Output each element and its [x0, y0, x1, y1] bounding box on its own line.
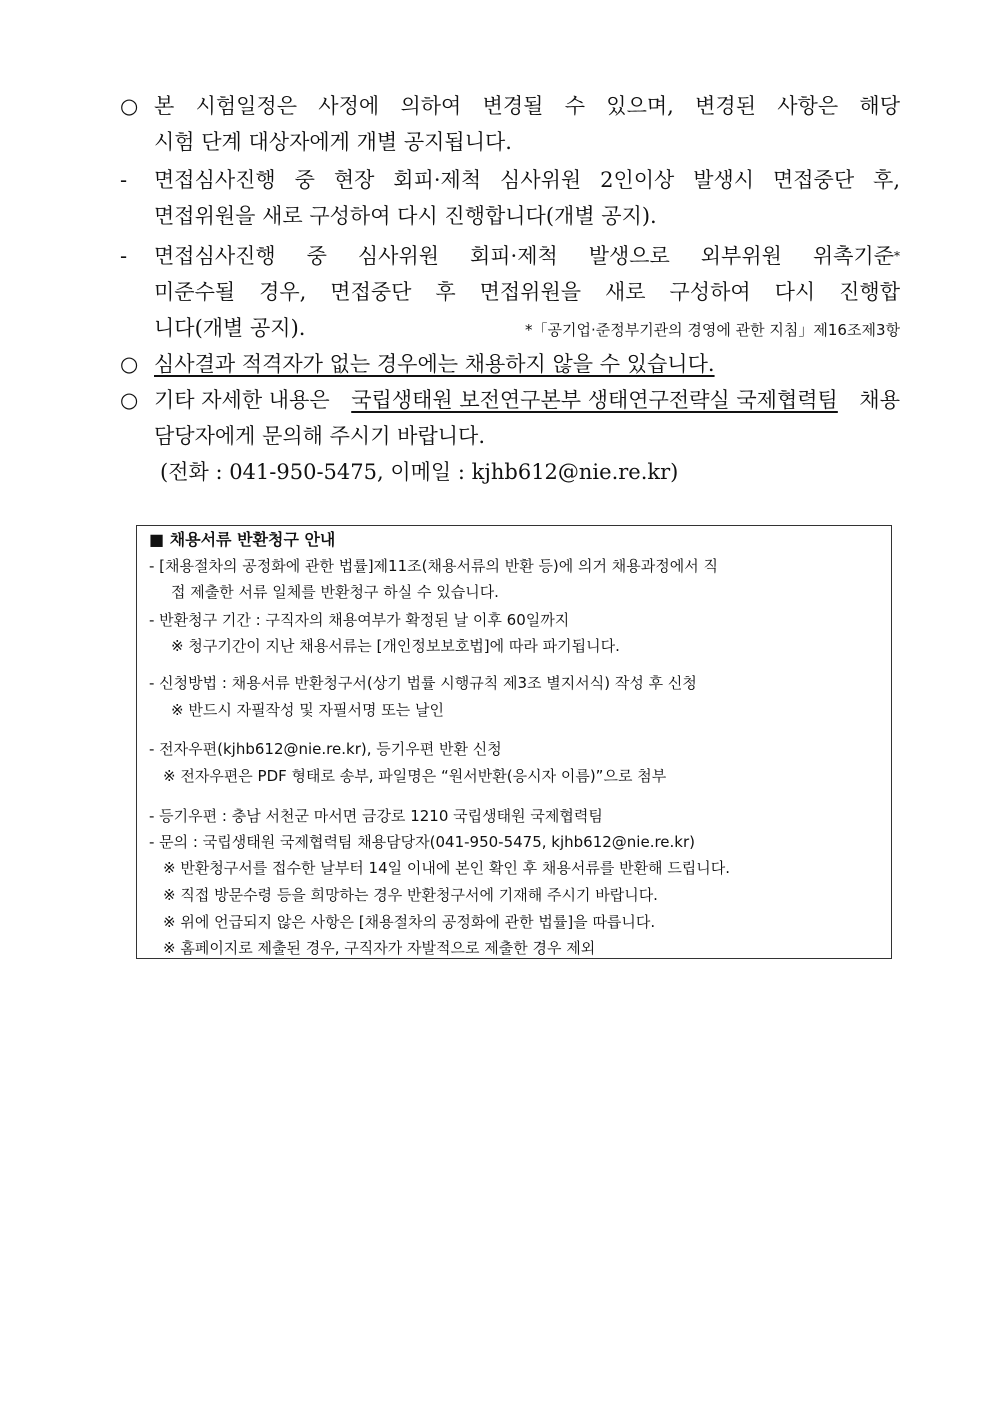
notice-line: 담당자에게 문의해 주시기 바랍니다.	[154, 424, 485, 448]
box-line: ※ 직접 방문수령 등을 희망하는 경우 반환청구서에 기재해 주시기 바랍니다.	[163, 886, 658, 904]
box-line: 접 제출한 서류 일체를 반환청구 하실 수 있습니다.	[171, 583, 499, 601]
box-line: - [채용절차의 공정화에 관한 법률]제11조(채용서류의 반환 등)에 의거 채용과정에서 직	[149, 557, 718, 575]
circle-bullet: ○	[120, 388, 139, 412]
box-line: - 전자우편(kjhb612@nie.re.kr), 등기우편 반환 신청	[149, 740, 502, 758]
notice-schedule-change	[120, 88, 900, 160]
notice-contact	[120, 382, 900, 490]
notice-line: 채용	[859, 388, 900, 412]
notice-line: 본 시험일정은 사정에 의하여 변경될 수 있으며, 변경된 사항은 해당	[154, 94, 900, 118]
document-return-box	[136, 525, 892, 959]
notice-line: 니다(개별 공지).	[154, 316, 306, 340]
notice-interview-stop	[120, 162, 900, 234]
department-name: 국립생태원 보전연구본부 생태연구전략실 국제협력팀	[351, 388, 838, 412]
footnote-text: *「공기업·준정부기관의 경영에 관한 지침」제16조제3항	[524, 321, 900, 339]
contact-info: (전화 : 041-950-5475, 이메일 : kjhb612@nie.re.kr)	[160, 460, 679, 484]
notice-no-qualified	[120, 346, 900, 382]
box-line: ※ 전자우편은 PDF 형태로 송부, 파일명은 “원서반환(응시자 이름)”으로 첨부	[163, 767, 667, 785]
dash-bullet: -	[120, 244, 128, 268]
circle-bullet: ○	[120, 94, 139, 118]
notice-line: 미준수될 경우, 면접중단 후 면접위원을 새로 구성하여 다시 진행합	[154, 280, 900, 304]
notice-line: 시험 단계 대상자에게 개별 공지됩니다.	[154, 130, 512, 154]
notice-external-member	[120, 238, 900, 348]
box-line: ※ 청구기간이 지난 채용서류는 [개인정보보호법]에 따라 파기됩니다.	[171, 637, 620, 655]
circle-bullet: ○	[120, 352, 139, 376]
box-title: ■ 채용서류 반환청구 안내	[149, 530, 336, 549]
box-line: - 신청방법 : 채용서류 반환청구서(상기 법률 시행규칙 제3조 별지서식) 작성 후 신청	[149, 674, 697, 692]
box-line: - 반환청구 기간 : 구직자의 채용여부가 확정된 날 이후 60일까지	[149, 611, 570, 629]
box-line: ※ 홈페이지로 제출된 경우, 구직자가 자발적으로 제출한 경우 제외	[163, 939, 596, 957]
box-line: - 등기우편 : 충남 서천군 마서면 금강로 1210 국립생태원 국제협력팀	[149, 807, 603, 825]
dash-bullet: -	[120, 168, 128, 192]
box-line: - 문의 : 국립생태원 국제협력팀 채용담당자(041-950-5475, kjhb612@nie.re.kr)	[149, 833, 696, 851]
notice-line: 면접심사진행 중 현장 회피·제척 심사위원 2인이상 발생시 면접중단 후,	[154, 168, 900, 192]
box-line: ※ 반드시 자필작성 및 자필서명 또는 날인	[171, 701, 445, 719]
box-line: ※ 위에 언급되지 않은 사항은 [채용절차의 공정화에 관한 법률]을 따릅니다.	[163, 913, 656, 931]
notice-line: 면접위원을 새로 구성하여 다시 진행합니다(개별 공지).	[154, 204, 657, 228]
notice-line: 면접심사진행 중 심사위원 회피·제척 발생으로 외부위원 위촉기준	[154, 244, 894, 268]
notice-line: 기타 자세한 내용은	[154, 388, 330, 412]
notice-line: 심사결과 적격자가 없는 경우에는 채용하지 않을 수 있습니다.	[154, 352, 715, 376]
box-line: ※ 반환청구서를 접수한 날부터 14일 이내에 본인 확인 후 채용서류를 반환해 드립니다.	[163, 859, 731, 877]
footnote-mark: *	[894, 249, 900, 263]
